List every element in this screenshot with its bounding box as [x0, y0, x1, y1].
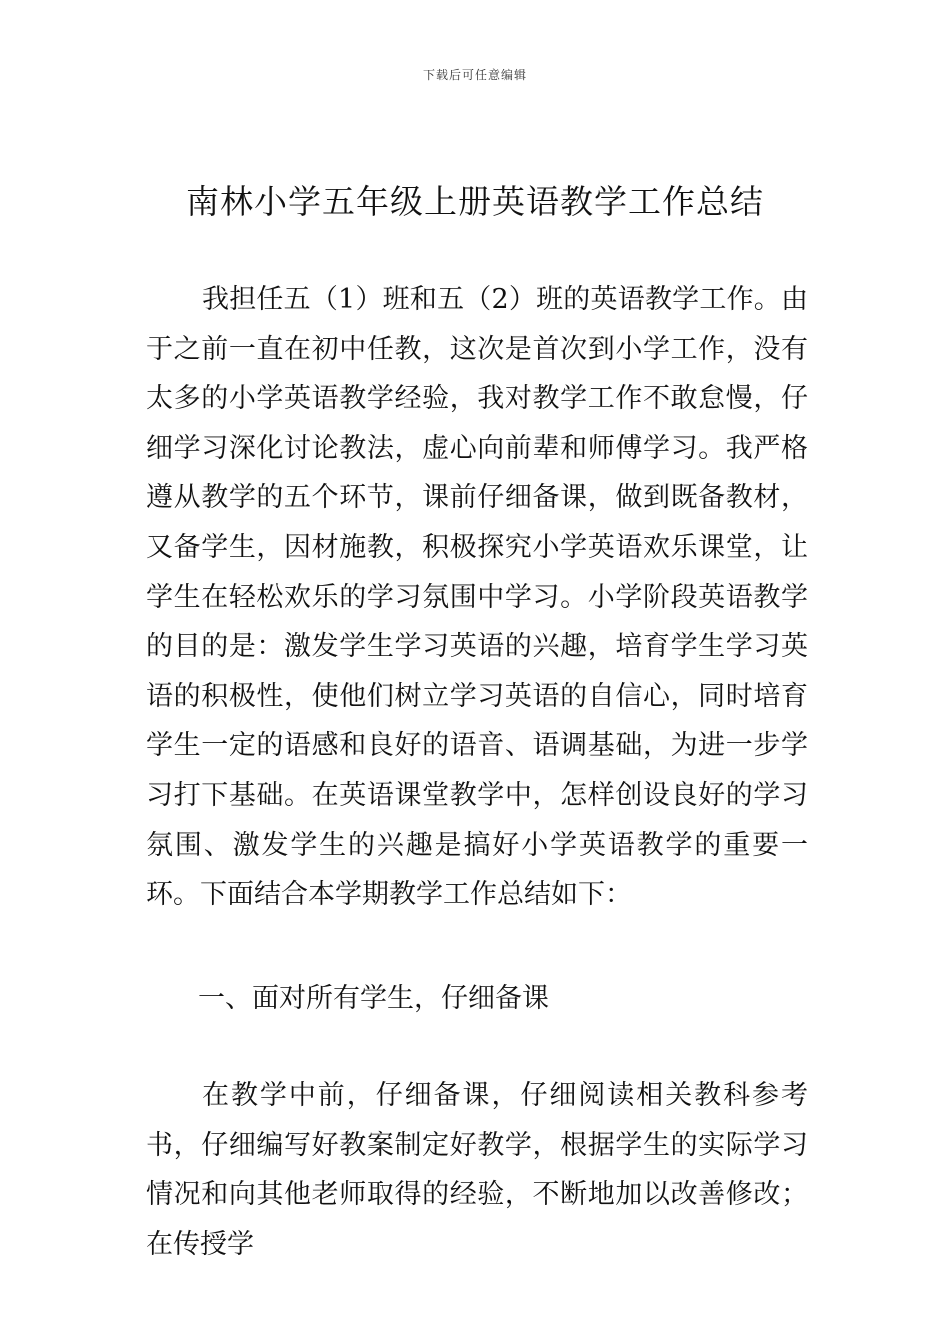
body-paragraph: 我担任五（1）班和五（2）班的英语教学工作。由于之前一直在初中任教，这次是首次到小学工作，没有太多的小学英语教学经验，我对教学工作不敢怠慢，仔细学习深化讨论教法，虚心向前辈和师傅学习。我严格遵从教学的五个环节，课前仔细备课，做到既备教材，又备学生，因材施教，积极探究小学英语欢乐课堂，让学生在轻松欢乐的学习氛围中学习。小学阶段英语教学的目的是：激发学生学习英语的兴趣，培育学生学习英语的积极性，使他们树立学习英语的自信心，同时培育学生一定的语感和良好的语音、语调基础，为进一步学习打下基础。在英语课堂教学中，怎样创设良好的学习氛围、激发学生的兴趣是搞好小学英语教学的重要一环。下面结合本学期教学工作总结如下：: [146, 284, 808, 911]
header-note: 下载后可任意编辑: [422, 68, 527, 82]
body-paragraph: 在教学中前，仔细备课，仔细阅读相关教科参考书，仔细编写好教案制定好教学，根据学生的实际学习情况和向其他老师取得的经验，不断地加以改善修改；在传授学: [146, 1080, 808, 1260]
section-heading: 一、面对所有学生，仔细备课: [198, 983, 549, 1014]
page-title: 南林小学五年级上册英语教学工作总结: [186, 182, 764, 221]
